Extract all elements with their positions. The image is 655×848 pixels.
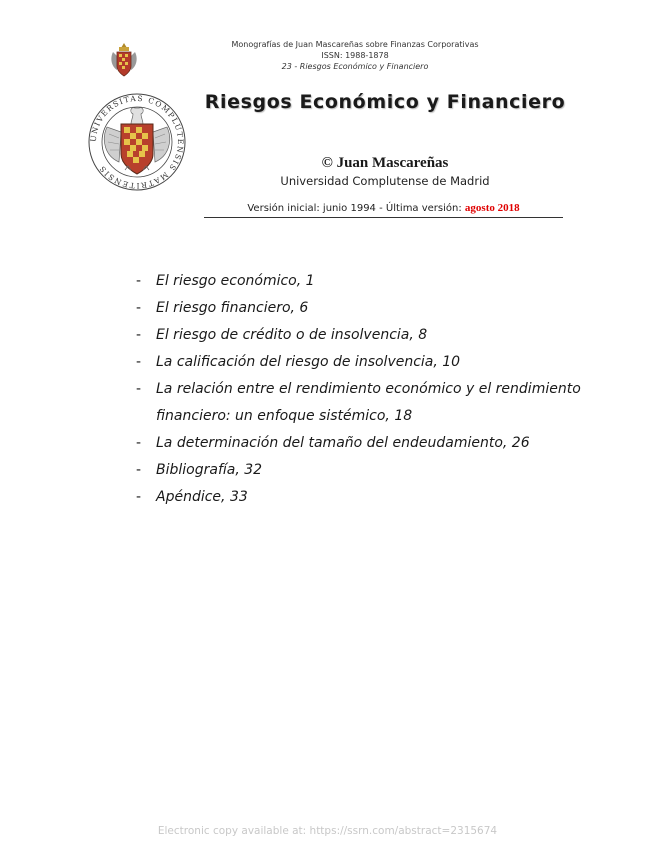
author-name: © Juan Mascareñas [321, 155, 449, 171]
toc-item-text: La relación entre el rendimiento económico y el rendimiento financiero: un enfoque sistémico, 18 [156, 381, 581, 424]
toc-item [136, 322, 606, 349]
toc-item-text: Apéndice, 33 [156, 489, 248, 505]
ssrn-footer: Electronic copy available at: https://ssrn.com/abstract=2315674 [157, 825, 498, 837]
toc-item [136, 295, 606, 322]
toc-item-text: La determinación del tamaño del endeudamiento, 26 [156, 435, 530, 451]
toc-bullet: - [136, 381, 142, 397]
toc-item [136, 268, 606, 295]
toc-item-text: El riesgo financiero, 6 [156, 300, 309, 316]
toc-item-text: El riesgo económico, 1 [156, 273, 315, 289]
table-of-contents [136, 268, 606, 511]
university-small-seal-icon [106, 40, 142, 80]
toc-bullet: - [136, 273, 142, 289]
toc-bullet: - [136, 462, 142, 478]
toc-item-text: Bibliografía, 32 [156, 462, 263, 478]
toc-bullet: - [136, 435, 142, 451]
document-title: Riesgos Económico y Financiero [204, 91, 566, 113]
issue-number: 23 - Riesgos Económico y Financiero [281, 62, 429, 71]
toc-item [136, 484, 606, 511]
series-name: Monografías de Juan Mascareñas sobre Finanzas Corporativas [231, 40, 479, 49]
toc-item-text: La calificación del riesgo de insolvencia, 10 [156, 354, 461, 370]
issn: ISSN: 1988-1878 [321, 51, 389, 60]
toc-item-text: El riesgo de crédito o de insolvencia, 8 [156, 327, 428, 343]
toc-bullet: - [136, 300, 142, 316]
toc-bullet: - [136, 327, 142, 343]
series-header [200, 39, 510, 72]
toc-item [136, 376, 606, 430]
university-name: Universidad Complutense de Madrid [280, 174, 490, 188]
latest-version-label: Última versión: [385, 203, 462, 214]
toc-bullet: - [136, 489, 142, 505]
toc-item [136, 349, 606, 376]
toc-item [136, 457, 606, 484]
initial-version: Versión inicial: junio 1994 [247, 203, 376, 214]
version-separator: - [375, 203, 386, 214]
toc-bullet: - [136, 354, 142, 370]
university-seal-icon [87, 92, 187, 192]
seal-ring-text: UNIVERSITAS COMPLUTENSIS MATRITENSIS [88, 93, 186, 191]
toc-item [136, 430, 606, 457]
version-info [204, 202, 563, 218]
latest-version-date: agosto 2018 [464, 202, 520, 214]
